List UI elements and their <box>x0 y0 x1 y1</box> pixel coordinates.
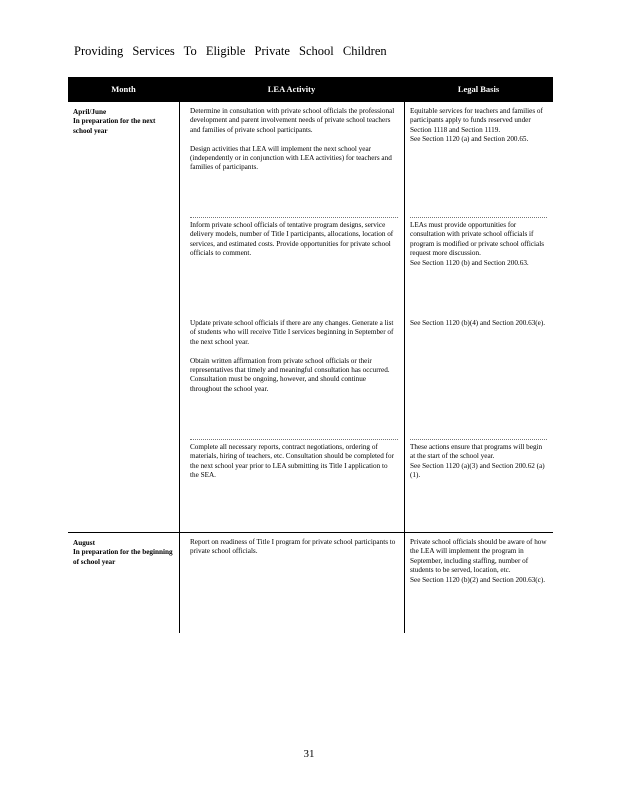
month-cell: August In preparation for the beginning of school year <box>73 539 173 566</box>
activity-cell <box>179 533 404 633</box>
activity-block: Update private school officials if there are any changes. Generate a list of students who will receive Title I services beginning in September of the next school year. Obtain written affirmation from private school officials or their representatives that timely and meaningful consultation has occurred. Consultation must be ongoing, however, and should continue throughout the school year. <box>190 319 394 393</box>
header-legal-basis: Legal Basis <box>457 84 500 94</box>
legal-block: Equitable services for teachers and families of participants apply to funds reserved under Section 1118 and Section 1119. See Section 1120 (a) and Section 200.65. <box>410 107 543 144</box>
activity-cell <box>179 102 404 532</box>
table-row <box>68 101 553 532</box>
schedule-table <box>68 77 553 633</box>
month-cell: April/June In preparation for the next school year <box>73 108 156 135</box>
legal-block: These actions ensure that programs will begin at the start of the school year. See Section 1120 (a)(3) and Section 200.62 (a)(1). <box>410 443 545 480</box>
legal-cell <box>404 533 553 633</box>
page-number: 31 <box>303 748 315 760</box>
header-month: Month <box>111 84 136 94</box>
activity-block: Report on readiness of Title I program for private school participants to private school officials. <box>190 538 396 556</box>
legal-block: See Section 1120 (b)(4) and Section 200.63(e). <box>410 319 546 327</box>
activity-block: Determine in consultation with private school officials the professional development and parent involvement needs of private school teachers and families of private school participants. Design activities that LEA will implement the next school year (independently or in conjunction with LEA activities) for teachers and families of participants. <box>190 107 395 172</box>
activity-block: Complete all necessary reports, contract negotiations, ordering of materials, hiring of teachers, etc. Consultation should be completed for the next school year prior to LEA submitting its Title I application to the SEA. <box>190 443 394 480</box>
activity-block: Inform private school officials of tentative program designs, service delivery models, number of Title I participants, allocations, location of services, and estimated costs. Provide opportunities for private school officials to comment. <box>190 221 394 258</box>
table-header-row <box>68 77 553 101</box>
legal-block: LEAs must provide opportunities for consultation with private school officials if program is modified or private school officials request more discussion. See Section 1120 (b) and Section 200.63. <box>410 221 545 267</box>
table-row <box>68 532 553 633</box>
page-title: Providing Services To Eligible Private School Children <box>74 44 387 58</box>
legal-block: Private school officials should be aware of how the LEA will implement the program in September, including staffing, number of students to be served, location, etc. See Section 1120 (b)(2) and Section 200.63(c). <box>410 538 547 584</box>
header-lea-activity: LEA Activity <box>267 84 316 94</box>
legal-cell <box>404 102 553 532</box>
